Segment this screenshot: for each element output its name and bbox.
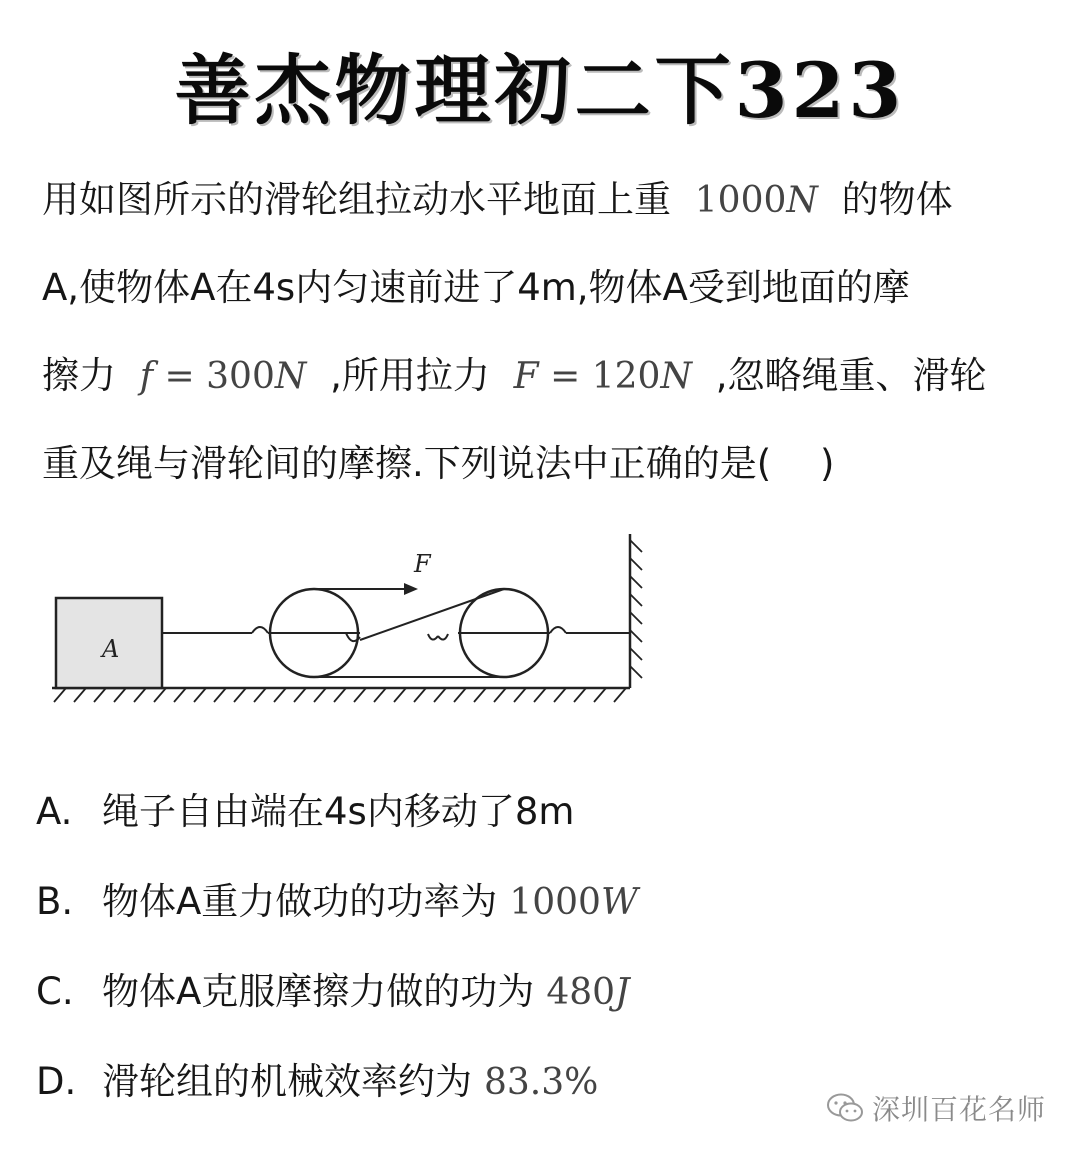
hook-right bbox=[550, 627, 566, 633]
question-text: ,忽略绳重、滑轮 bbox=[715, 354, 987, 397]
question-text: 的物体 bbox=[841, 178, 953, 221]
force-arrow bbox=[404, 583, 418, 595]
question-stem bbox=[42, 168, 1052, 520]
option-letter: D. bbox=[36, 1060, 77, 1103]
option-text: 物体A克服摩擦力做的功为 bbox=[102, 970, 535, 1013]
block-label: A bbox=[102, 635, 120, 663]
wechat-icon bbox=[826, 1092, 864, 1124]
weight-value: 1000N bbox=[694, 180, 818, 221]
option-letter: A. bbox=[36, 790, 73, 833]
question-line-1 bbox=[42, 168, 1052, 256]
option-text: 物体A重力做功的功率为 bbox=[102, 880, 498, 923]
answer-options bbox=[36, 780, 936, 1140]
option-b[interactable] bbox=[36, 870, 936, 960]
option-letter: C. bbox=[36, 970, 74, 1013]
question-line-2 bbox=[42, 256, 1052, 344]
option-letter: B. bbox=[36, 880, 74, 923]
hook-right-inner bbox=[428, 634, 448, 640]
option-math: 480J bbox=[546, 972, 630, 1013]
pull-force-value: F = 120N bbox=[513, 356, 692, 397]
option-math: 83.3% bbox=[484, 1062, 599, 1103]
ground-hatching bbox=[54, 688, 626, 702]
option-d[interactable] bbox=[36, 1050, 936, 1140]
wall-hatching bbox=[630, 540, 642, 678]
question-line-3 bbox=[42, 344, 1052, 432]
option-c[interactable] bbox=[36, 960, 936, 1050]
question-text: 重及绳与滑轮间的摩擦.下列说法中正确的是( ) bbox=[42, 442, 835, 485]
option-math: 1000W bbox=[509, 882, 638, 923]
watermark bbox=[826, 1088, 1046, 1128]
watermark-text: 深圳百花名师 bbox=[871, 1093, 1046, 1126]
hook-left bbox=[252, 627, 268, 633]
question-text: 用如图所示的滑轮组拉动水平地面上重 bbox=[42, 178, 671, 221]
question-text: ,所用拉力 bbox=[330, 354, 490, 397]
question-text: A,使物体A在4s内匀速前进了4m,物体A受到地面的摩 bbox=[42, 266, 910, 309]
pulley-diagram bbox=[52, 530, 652, 720]
question-line-4 bbox=[42, 432, 1052, 520]
question-text: 擦力 bbox=[42, 354, 116, 397]
force-label: F bbox=[414, 550, 431, 578]
friction-value: f = 300N bbox=[139, 356, 307, 397]
option-a[interactable] bbox=[36, 780, 936, 870]
option-text: 绳子自由端在4s内移动了8m bbox=[102, 790, 575, 833]
page-title: 善杰物理初二下323 bbox=[174, 46, 906, 135]
option-text: 滑轮组的机械效率约为 bbox=[102, 1060, 472, 1103]
